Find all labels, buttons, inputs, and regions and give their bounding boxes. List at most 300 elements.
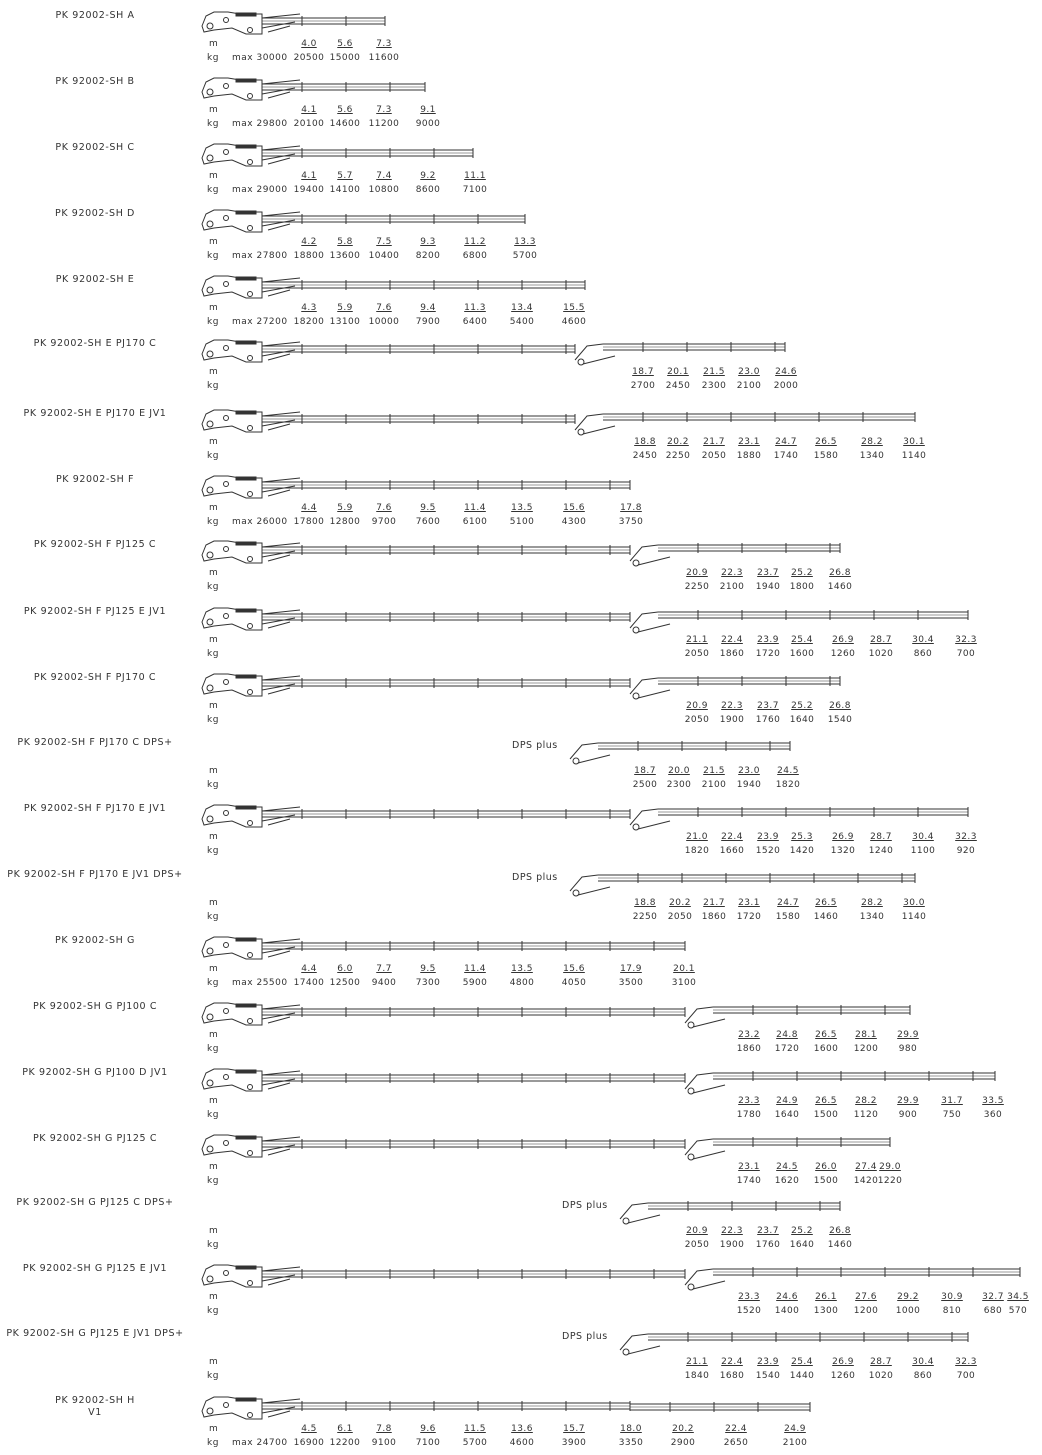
unit-m: m: [209, 1096, 219, 1106]
crane-base: [202, 805, 300, 827]
dps-plus-label: DPS plus: [562, 1331, 608, 1342]
unit-m: m: [209, 171, 219, 181]
pivot-pin: [248, 28, 253, 33]
pivot-pin: [224, 1271, 229, 1276]
load-value: 3350: [618, 1438, 644, 1448]
crane-base: [202, 340, 300, 362]
unit-kg: kg: [207, 517, 219, 527]
pivot-pin: [224, 614, 229, 619]
main-boom: [262, 16, 385, 26]
unit-m: m: [209, 1162, 219, 1172]
reach-value: 5.9: [337, 303, 353, 313]
pivot-pin: [248, 1413, 253, 1418]
crane-base: [202, 1135, 300, 1157]
unit-m: m: [209, 105, 219, 115]
crane-config-row: [0, 1067, 1042, 1127]
reach-value: 32.3: [955, 832, 977, 842]
reach-value: 9.5: [420, 964, 436, 974]
load-value: 12800: [329, 517, 361, 527]
jib-boom: [598, 873, 915, 883]
crane-base: [202, 410, 300, 432]
load-value: 12200: [329, 1438, 361, 1448]
load-value: 2300: [666, 780, 692, 790]
reach-value: 20.1: [667, 367, 689, 377]
dps-plus-label: DPS plus: [512, 872, 558, 883]
jib-elbow: [570, 743, 598, 759]
reach-value: 26.9: [832, 635, 854, 645]
model-name: PK 92002-SH G PJ125 E JV1: [22, 1263, 168, 1274]
crane-config-row: [0, 474, 1042, 534]
main-boom: [262, 1401, 630, 1411]
unit-m: m: [209, 237, 219, 247]
reach-value: 24.7: [775, 437, 797, 447]
unit-kg: kg: [207, 53, 219, 63]
pivot-pin: [207, 619, 213, 625]
jib-boom: [648, 1201, 840, 1211]
brand-plate: [236, 1136, 256, 1139]
load-value: 2250: [632, 912, 658, 922]
jib-elbow: [685, 1269, 713, 1285]
reach-value: 22.4: [721, 635, 743, 645]
jib-boom: [658, 610, 968, 620]
load-value: 1820: [775, 780, 801, 790]
pivot-pin: [224, 1403, 229, 1408]
crane-drawing: [0, 1067, 1042, 1107]
reach-value: 22.3: [721, 701, 743, 711]
unit-m: m: [209, 701, 219, 711]
reach-value: 7.6: [376, 503, 392, 513]
hydraulic-cylinder: [262, 676, 300, 694]
hydraulic-cylinder: [262, 342, 300, 360]
pivot-pin: [224, 943, 229, 948]
load-value: 19400: [293, 185, 325, 195]
reach-value: 24.7: [777, 898, 799, 908]
unit-kg: kg: [207, 582, 219, 592]
reach-value: 9.5: [420, 503, 436, 513]
unit-m: m: [209, 503, 219, 513]
unit-kg: kg: [207, 912, 219, 922]
max-load: max 27800: [232, 251, 288, 261]
load-value: 1940: [755, 582, 781, 592]
load-value: 2250: [684, 582, 710, 592]
pivot-pin: [248, 624, 253, 629]
model-name: PK 92002-SH E PJ170 C: [33, 338, 157, 349]
unit-kg: kg: [207, 649, 219, 659]
reach-value: 33.5: [982, 1096, 1004, 1106]
crane-drawing: [0, 76, 1042, 116]
max-load: max 26000: [232, 517, 288, 527]
unit-m: m: [209, 1030, 219, 1040]
reach-value: 26.5: [815, 1096, 837, 1106]
model-name: PK 92002-SH D: [55, 208, 135, 219]
reach-value: 28.7: [870, 635, 892, 645]
pivot-pin: [224, 1141, 229, 1146]
main-boom: [262, 82, 425, 92]
pivot-pin: [207, 23, 213, 29]
crane-base: [202, 937, 300, 959]
pivot-pin: [224, 416, 229, 421]
load-value: 14600: [329, 119, 361, 129]
reach-value: 25.4: [791, 1357, 813, 1367]
load-value: 1760: [755, 715, 781, 725]
reach-value: 23.9: [757, 832, 779, 842]
pivot-pin: [248, 426, 253, 431]
reach-value: 6.0: [337, 964, 353, 974]
load-value: 1520: [755, 846, 781, 856]
crane-drawing: [0, 539, 1042, 579]
load-value: 8600: [415, 185, 441, 195]
load-value: 2100: [719, 582, 745, 592]
reach-value: 20.2: [669, 898, 691, 908]
reach-value: 27.4: [855, 1162, 877, 1172]
reach-value: 26.1: [815, 1292, 837, 1302]
load-value: 900: [898, 1110, 918, 1120]
hydraulic-cylinder: [262, 412, 300, 430]
reach-value: 26.5: [815, 1030, 837, 1040]
crane-config-row: [0, 539, 1042, 599]
reach-value: 23.9: [757, 1357, 779, 1367]
jib-boom: [658, 543, 840, 553]
reach-value: 15.5: [563, 303, 585, 313]
load-value: 1000: [895, 1306, 921, 1316]
jib-cylinder: [583, 356, 615, 364]
jib-cylinder: [578, 887, 610, 895]
load-value: 680: [983, 1306, 1003, 1316]
unit-kg: kg: [207, 381, 219, 391]
reach-value: 9.1: [420, 105, 436, 115]
load-value: 1140: [901, 451, 927, 461]
load-value: 18800: [293, 251, 325, 261]
jib-elbow: [620, 1203, 648, 1219]
brand-plate: [236, 411, 256, 414]
load-value: 1500: [813, 1110, 839, 1120]
brand-plate: [236, 277, 256, 280]
brand-plate: [236, 211, 256, 214]
load-value: 1720: [774, 1044, 800, 1054]
pivot-pin: [207, 351, 213, 357]
reach-value: 4.1: [301, 171, 317, 181]
main-boom: [262, 1269, 685, 1279]
crane-drawing: [0, 408, 1042, 448]
pivot-pin: [207, 1146, 213, 1152]
pivot-pin: [207, 552, 213, 558]
load-value: 1780: [736, 1110, 762, 1120]
reach-value: 23.3: [738, 1292, 760, 1302]
unit-kg: kg: [207, 1438, 219, 1448]
reach-value: 29.9: [897, 1030, 919, 1040]
load-value: 11200: [368, 119, 400, 129]
reach-value: 26.0: [815, 1162, 837, 1172]
reach-value: 7.5: [376, 237, 392, 247]
load-value: 10400: [368, 251, 400, 261]
pivot-pin: [224, 680, 229, 685]
unit-kg: kg: [207, 451, 219, 461]
pivot-pin: [224, 18, 229, 23]
load-value: 1840: [684, 1371, 710, 1381]
reach-value: 21.5: [703, 766, 725, 776]
hydraulic-cylinder: [262, 478, 300, 496]
reach-value: 23.0: [738, 766, 760, 776]
pivot-pin: [224, 547, 229, 552]
main-boom: [262, 1007, 685, 1017]
reach-value: 28.2: [861, 898, 883, 908]
load-value: 1860: [701, 912, 727, 922]
load-value: 1800: [789, 582, 815, 592]
load-value: 1640: [789, 1240, 815, 1250]
reach-value: 5.6: [337, 105, 353, 115]
jib-boom: [713, 1267, 1020, 1277]
crane-base: [202, 608, 300, 630]
reach-value: 23.9: [757, 635, 779, 645]
brand-plate: [236, 341, 256, 344]
brand-plate: [236, 13, 256, 16]
load-value: 17800: [293, 517, 325, 527]
reach-value: 4.0: [301, 39, 317, 49]
load-value: 11600: [368, 53, 400, 63]
reach-value: 4.4: [301, 964, 317, 974]
load-value: 2900: [670, 1438, 696, 1448]
load-value: 13100: [329, 317, 361, 327]
crane-config-row: [0, 10, 1042, 70]
brand-plate: [236, 675, 256, 678]
load-value: 860: [913, 1371, 933, 1381]
load-value: 1020: [868, 1371, 894, 1381]
reach-value: 29.2: [897, 1292, 919, 1302]
reach-value: 30.0: [903, 898, 925, 908]
load-value: 1200: [853, 1306, 879, 1316]
reach-value: 21.1: [686, 1357, 708, 1367]
load-value: 1400: [774, 1306, 800, 1316]
reach-value: 29.9: [897, 1096, 919, 1106]
load-value: 1600: [789, 649, 815, 659]
reach-value: 26.5: [815, 437, 837, 447]
unit-kg: kg: [207, 1110, 219, 1120]
reach-value: 26.8: [829, 701, 851, 711]
reach-value: 24.5: [776, 1162, 798, 1172]
jib-boom: [603, 412, 915, 422]
load-value: 1200: [853, 1044, 879, 1054]
brand-plate: [236, 1070, 256, 1073]
reach-value: 4.1: [301, 105, 317, 115]
load-value: 1940: [736, 780, 762, 790]
pivot-pin: [248, 1019, 253, 1024]
unit-kg: kg: [207, 1176, 219, 1186]
crane-base: [202, 1069, 300, 1091]
reach-value: 27.6: [855, 1292, 877, 1302]
load-value: 360: [983, 1110, 1003, 1120]
load-value: 2450: [632, 451, 658, 461]
reach-value: 7.7: [376, 964, 392, 974]
reach-value: 26.8: [829, 1226, 851, 1236]
main-boom: [262, 1073, 685, 1083]
load-value: 1460: [827, 1240, 853, 1250]
reach-value: 21.0: [686, 832, 708, 842]
jib-elbow: [620, 1334, 648, 1350]
reach-value: 24.9: [776, 1096, 798, 1106]
load-value: 2050: [684, 1240, 710, 1250]
jib-boom: [598, 741, 790, 751]
reach-value: 24.6: [775, 367, 797, 377]
load-value: 5100: [509, 517, 535, 527]
load-value: 6800: [462, 251, 488, 261]
load-value: 1580: [775, 912, 801, 922]
jib-boom: [658, 676, 840, 686]
jib-cylinder: [693, 1281, 725, 1289]
model-name: PK 92002-SH G PJ125 E JV1 DPS+: [6, 1328, 184, 1339]
brand-plate: [236, 542, 256, 545]
main-boom: [262, 1139, 685, 1149]
load-value: 1740: [773, 451, 799, 461]
load-value: 4600: [509, 1438, 535, 1448]
main-boom: [262, 809, 630, 819]
model-name: PK 92002-SH A: [55, 10, 135, 21]
model-name: PK 92002-SH F PJ170 C: [33, 672, 157, 683]
load-value: 570: [1008, 1306, 1028, 1316]
load-value: 1460: [813, 912, 839, 922]
load-value: 1420: [789, 846, 815, 856]
load-value: 1880: [736, 451, 762, 461]
load-value: 4800: [509, 978, 535, 988]
crane-config-row: [0, 1395, 1042, 1455]
load-value: 1340: [859, 451, 885, 461]
crane-config-row: [0, 142, 1042, 202]
load-value: 1140: [901, 912, 927, 922]
reach-value: 26.9: [832, 1357, 854, 1367]
load-value: 14100: [329, 185, 361, 195]
crane-drawing: [0, 1001, 1042, 1041]
brand-plate: [236, 938, 256, 941]
brand-plate: [236, 1266, 256, 1269]
crane-config-row: [0, 274, 1042, 334]
crane-drawing: [0, 672, 1042, 712]
reach-value: 5.8: [337, 237, 353, 247]
reach-value: 32.3: [955, 1357, 977, 1367]
main-boom: [262, 148, 473, 158]
pivot-pin: [248, 1281, 253, 1286]
reach-value: 20.9: [686, 568, 708, 578]
reach-value: 24.6: [776, 1292, 798, 1302]
reach-value: 30.9: [941, 1292, 963, 1302]
load-value: 5700: [462, 1438, 488, 1448]
brand-plate: [236, 1398, 256, 1401]
jib-elbow: [685, 1007, 713, 1023]
load-value: 1440: [789, 1371, 815, 1381]
reach-value: 23.7: [757, 701, 779, 711]
pivot-pin: [248, 226, 253, 231]
jib-boom: [603, 342, 785, 352]
crane-config-row: [0, 1133, 1042, 1193]
dps-plus-label: DPS plus: [512, 740, 558, 751]
crane-base: [202, 210, 300, 232]
reach-value: 17.8: [620, 503, 642, 513]
load-value: 5700: [512, 251, 538, 261]
max-load: max 30000: [232, 53, 288, 63]
load-value: 1640: [774, 1110, 800, 1120]
reach-value: 18.0: [620, 1424, 642, 1434]
reach-value: 23.7: [757, 1226, 779, 1236]
reach-value: 23.1: [738, 437, 760, 447]
hydraulic-cylinder: [262, 146, 300, 164]
load-value: 1540: [827, 715, 853, 725]
model-name: PK 92002-SH G PJ125 C DPS+: [16, 1197, 174, 1208]
pivot-pin: [248, 953, 253, 958]
crane-config-row: [0, 1197, 1042, 1257]
pivot-pin: [248, 557, 253, 562]
reach-value: 22.4: [725, 1424, 747, 1434]
load-value: 1520: [736, 1306, 762, 1316]
load-value: 1720: [736, 912, 762, 922]
jib-boom: [713, 1137, 890, 1147]
reach-value: 29.0: [879, 1162, 901, 1172]
pivot-pin: [248, 356, 253, 361]
crane-config-row: [0, 1263, 1042, 1323]
pivot-pin: [224, 150, 229, 155]
reach-value: 22.4: [721, 832, 743, 842]
reach-value: 21.1: [686, 635, 708, 645]
unit-m: m: [209, 303, 219, 313]
brand-plate: [236, 806, 256, 809]
jib-cylinder: [583, 426, 615, 434]
model-name: PK 92002-SH B: [55, 76, 135, 87]
model-name: PK 92002-SH F PJ170 E JV1: [23, 803, 167, 814]
jib-cylinder: [693, 1019, 725, 1027]
jib-boom: [713, 1005, 910, 1015]
reach-value: 13.5: [511, 503, 533, 513]
brand-plate: [236, 145, 256, 148]
reach-value: 28.7: [870, 832, 892, 842]
main-boom: [262, 678, 630, 688]
pivot-pin: [224, 811, 229, 816]
reach-value: 20.2: [667, 437, 689, 447]
load-value: 1860: [719, 649, 745, 659]
jib-elbow: [685, 1073, 713, 1089]
crane-drawing: [0, 1263, 1042, 1303]
pivot-pin: [224, 346, 229, 351]
load-value: 2500: [632, 780, 658, 790]
reach-value: 25.2: [791, 568, 813, 578]
load-value: 1420: [853, 1176, 879, 1186]
model-name: PK 92002-SH H V1: [55, 1395, 135, 1418]
hydraulic-cylinder: [262, 1267, 300, 1285]
reach-value: 5.7: [337, 171, 353, 181]
reach-value: 31.7: [941, 1096, 963, 1106]
reach-value: 9.3: [420, 237, 436, 247]
crane-config-row: [0, 76, 1042, 136]
model-name: PK 92002-SH E: [55, 274, 135, 285]
reach-value: 4.4: [301, 503, 317, 513]
main-boom: [262, 545, 630, 555]
jib-elbow: [630, 678, 658, 694]
unit-m: m: [209, 832, 219, 842]
reach-value: 4.3: [301, 303, 317, 313]
load-value: 9100: [371, 1438, 397, 1448]
load-value: 1680: [719, 1371, 745, 1381]
load-value: 3100: [671, 978, 697, 988]
brand-plate: [236, 79, 256, 82]
reach-value: 24.9: [784, 1424, 806, 1434]
pivot-pin: [224, 216, 229, 221]
load-value: 1300: [813, 1306, 839, 1316]
reach-value: 5.9: [337, 503, 353, 513]
load-value: 2000: [773, 381, 799, 391]
main-boom: [262, 214, 525, 224]
jib-elbow: [685, 1139, 713, 1155]
reach-value: 11.1: [464, 171, 486, 181]
model-name: PK 92002-SH F PJ170 E JV1 DPS+: [7, 869, 183, 880]
reach-value: 25.2: [791, 1226, 813, 1236]
load-value: 2050: [667, 912, 693, 922]
reach-value: 22.3: [721, 1226, 743, 1236]
